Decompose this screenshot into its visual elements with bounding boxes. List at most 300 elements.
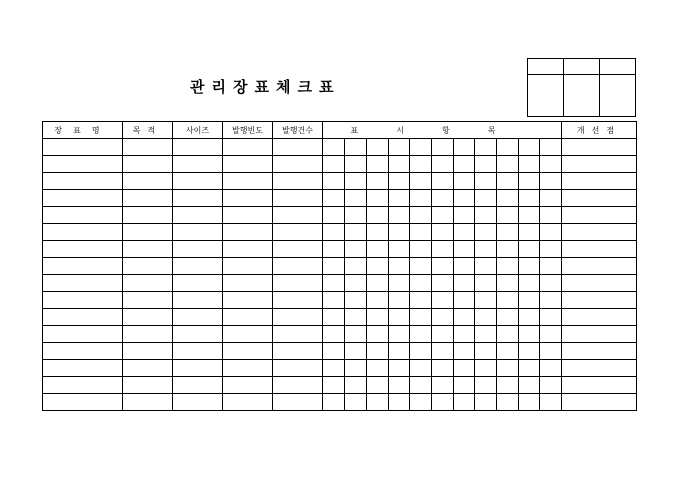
table-row (43, 207, 637, 224)
table-cell[interactable] (273, 224, 323, 241)
table-cell[interactable] (123, 377, 173, 394)
table-cell[interactable] (173, 190, 223, 207)
table-cell[interactable] (540, 309, 562, 326)
table-cell[interactable] (454, 343, 475, 360)
table-cell[interactable] (454, 360, 475, 377)
table-cell[interactable] (367, 394, 389, 411)
table-cell[interactable] (519, 309, 540, 326)
header-purpose: 목적 (123, 122, 173, 139)
table-cell[interactable] (223, 309, 273, 326)
table-cell[interactable] (123, 326, 173, 343)
table-cell[interactable] (540, 258, 562, 275)
table-cell[interactable] (410, 309, 432, 326)
table-cell[interactable] (273, 394, 323, 411)
table-cell[interactable] (367, 139, 389, 156)
table-cell[interactable] (173, 326, 223, 343)
table-cell[interactable] (454, 207, 475, 224)
table-cell[interactable] (475, 394, 497, 411)
table-cell[interactable] (223, 156, 273, 173)
table-cell[interactable] (475, 258, 497, 275)
table-cell[interactable] (323, 394, 345, 411)
table-cell[interactable] (345, 275, 367, 292)
table-cell[interactable] (273, 326, 323, 343)
table-cell[interactable] (173, 343, 223, 360)
table-cell[interactable] (173, 360, 223, 377)
table-cell[interactable] (410, 377, 432, 394)
table-cell[interactable] (410, 326, 432, 343)
table-cell[interactable] (345, 343, 367, 360)
table-cell[interactable] (123, 394, 173, 411)
table-cell[interactable] (323, 258, 345, 275)
table-cell[interactable] (519, 207, 540, 224)
table-cell[interactable] (519, 241, 540, 258)
table-cell[interactable] (497, 139, 519, 156)
table-cell[interactable] (367, 326, 389, 343)
table-cell[interactable] (454, 258, 475, 275)
table-cell[interactable] (43, 173, 123, 190)
table-cell[interactable] (345, 292, 367, 309)
table-cell[interactable] (497, 309, 519, 326)
table-cell[interactable] (273, 258, 323, 275)
table-cell[interactable] (410, 224, 432, 241)
table-cell[interactable] (123, 292, 173, 309)
table-cell[interactable] (273, 309, 323, 326)
table-cell[interactable] (454, 394, 475, 411)
table-cell[interactable] (223, 173, 273, 190)
table-cell[interactable] (323, 156, 345, 173)
table-cell[interactable] (123, 275, 173, 292)
table-cell[interactable] (389, 394, 410, 411)
table-cell[interactable] (273, 190, 323, 207)
table-cell[interactable] (475, 377, 497, 394)
table-cell[interactable] (410, 275, 432, 292)
table-cell[interactable] (223, 343, 273, 360)
table-cell[interactable] (173, 275, 223, 292)
table-cell[interactable] (540, 190, 562, 207)
table-row (43, 224, 637, 241)
table-row (43, 292, 637, 309)
table-cell[interactable] (410, 258, 432, 275)
table-cell[interactable] (454, 309, 475, 326)
table-cell[interactable] (345, 156, 367, 173)
table-cell[interactable] (123, 258, 173, 275)
table-cell[interactable] (475, 156, 497, 173)
table-cell[interactable] (454, 139, 475, 156)
table-cell[interactable] (432, 309, 454, 326)
table-cell[interactable] (540, 377, 562, 394)
table-cell[interactable] (223, 275, 273, 292)
table-cell[interactable] (562, 190, 637, 207)
table-cell[interactable] (562, 360, 637, 377)
table-cell[interactable] (410, 190, 432, 207)
table-cell[interactable] (497, 377, 519, 394)
table-cell[interactable] (323, 360, 345, 377)
table-cell[interactable] (410, 292, 432, 309)
table-cell[interactable] (497, 343, 519, 360)
table-cell[interactable] (173, 207, 223, 224)
table-cell[interactable] (389, 156, 410, 173)
table-cell[interactable] (475, 275, 497, 292)
table-cell[interactable] (223, 292, 273, 309)
table-cell[interactable] (562, 275, 637, 292)
table-row (43, 394, 637, 411)
table-cell[interactable] (367, 258, 389, 275)
table-cell[interactable] (123, 343, 173, 360)
table-cell[interactable] (519, 377, 540, 394)
table-cell[interactable] (540, 156, 562, 173)
table-cell[interactable] (432, 156, 454, 173)
table-cell[interactable] (43, 292, 123, 309)
table-cell[interactable] (562, 258, 637, 275)
table-cell[interactable] (345, 173, 367, 190)
table-cell[interactable] (540, 292, 562, 309)
table-cell[interactable] (519, 258, 540, 275)
table-cell[interactable] (367, 224, 389, 241)
table-cell[interactable] (497, 360, 519, 377)
table-cell[interactable] (123, 139, 173, 156)
table-cell[interactable] (123, 360, 173, 377)
table-cell[interactable] (173, 292, 223, 309)
table-cell[interactable] (410, 360, 432, 377)
table-cell[interactable] (519, 156, 540, 173)
table-row (43, 241, 637, 258)
approval-header-cell (600, 59, 636, 75)
table-cell[interactable] (367, 190, 389, 207)
table-cell[interactable] (323, 207, 345, 224)
table-cell[interactable] (475, 224, 497, 241)
table-cell[interactable] (367, 360, 389, 377)
table-cell[interactable] (497, 326, 519, 343)
table-cell[interactable] (123, 173, 173, 190)
table-cell[interactable] (273, 139, 323, 156)
table-cell[interactable] (497, 275, 519, 292)
table-cell[interactable] (475, 326, 497, 343)
table-cell[interactable] (475, 241, 497, 258)
table-cell[interactable] (323, 173, 345, 190)
table-cell[interactable] (519, 190, 540, 207)
table-cell[interactable] (475, 292, 497, 309)
table-cell[interactable] (389, 275, 410, 292)
table-cell[interactable] (43, 156, 123, 173)
approval-sign-cell[interactable] (528, 75, 564, 117)
table-cell[interactable] (273, 292, 323, 309)
table-cell[interactable] (432, 241, 454, 258)
table-body (43, 139, 637, 411)
table-cell[interactable] (323, 224, 345, 241)
table-cell[interactable] (345, 326, 367, 343)
table-cell[interactable] (223, 360, 273, 377)
table-cell[interactable] (389, 360, 410, 377)
table-cell[interactable] (223, 326, 273, 343)
table-cell[interactable] (273, 241, 323, 258)
table-cell[interactable] (562, 292, 637, 309)
header-items: 표시항목 (323, 122, 562, 139)
table-cell[interactable] (562, 343, 637, 360)
table-cell[interactable] (273, 360, 323, 377)
table-cell[interactable] (345, 139, 367, 156)
table-cell[interactable] (475, 309, 497, 326)
table-cell[interactable] (173, 173, 223, 190)
table-cell[interactable] (173, 156, 223, 173)
table-cell[interactable] (367, 292, 389, 309)
table-cell[interactable] (123, 309, 173, 326)
table-cell[interactable] (432, 326, 454, 343)
table-cell[interactable] (173, 394, 223, 411)
table-cell[interactable] (273, 156, 323, 173)
table-cell[interactable] (562, 173, 637, 190)
table-cell[interactable] (475, 207, 497, 224)
table-cell[interactable] (223, 139, 273, 156)
table-row (43, 377, 637, 394)
table-cell[interactable] (497, 394, 519, 411)
table-cell[interactable] (345, 207, 367, 224)
table-cell[interactable] (345, 241, 367, 258)
table-cell[interactable] (540, 207, 562, 224)
table-cell[interactable] (519, 224, 540, 241)
table-cell[interactable] (223, 377, 273, 394)
table-cell[interactable] (223, 241, 273, 258)
table-cell[interactable] (123, 224, 173, 241)
table-cell[interactable] (43, 275, 123, 292)
table-cell[interactable] (410, 241, 432, 258)
table-cell[interactable] (432, 292, 454, 309)
table-cell[interactable] (519, 360, 540, 377)
table-cell[interactable] (540, 139, 562, 156)
table-cell[interactable] (410, 173, 432, 190)
table-cell[interactable] (273, 207, 323, 224)
table-cell[interactable] (389, 207, 410, 224)
table-cell[interactable] (389, 258, 410, 275)
table-cell[interactable] (562, 394, 637, 411)
table-cell[interactable] (432, 377, 454, 394)
table-cell[interactable] (497, 207, 519, 224)
table-cell[interactable] (323, 326, 345, 343)
table-cell[interactable] (123, 156, 173, 173)
table-cell[interactable] (432, 190, 454, 207)
table-cell[interactable] (410, 394, 432, 411)
table-cell[interactable] (454, 326, 475, 343)
table-cell[interactable] (562, 224, 637, 241)
table-cell[interactable] (540, 173, 562, 190)
table-cell[interactable] (323, 275, 345, 292)
table-cell[interactable] (432, 343, 454, 360)
table-cell[interactable] (345, 394, 367, 411)
table-cell[interactable] (454, 190, 475, 207)
table-cell[interactable] (43, 309, 123, 326)
table-cell[interactable] (273, 173, 323, 190)
approval-sign-cell[interactable] (600, 75, 636, 117)
table-cell[interactable] (323, 241, 345, 258)
table-cell[interactable] (454, 377, 475, 394)
table-cell[interactable] (345, 360, 367, 377)
table-cell[interactable] (454, 241, 475, 258)
table-cell[interactable] (540, 241, 562, 258)
table-cell[interactable] (497, 173, 519, 190)
table-cell[interactable] (432, 360, 454, 377)
table-cell[interactable] (43, 190, 123, 207)
table-cell[interactable] (43, 343, 123, 360)
table-cell[interactable] (519, 343, 540, 360)
table-cell[interactable] (173, 258, 223, 275)
table-cell[interactable] (273, 275, 323, 292)
table-cell[interactable] (410, 139, 432, 156)
table-cell[interactable] (223, 394, 273, 411)
table-cell[interactable] (432, 173, 454, 190)
table-cell[interactable] (43, 258, 123, 275)
table-cell[interactable] (323, 343, 345, 360)
table-cell[interactable] (519, 139, 540, 156)
table-row (43, 173, 637, 190)
table-cell[interactable] (323, 377, 345, 394)
table-cell[interactable] (273, 343, 323, 360)
table-cell[interactable] (43, 377, 123, 394)
table-cell[interactable] (432, 139, 454, 156)
table-cell[interactable] (562, 139, 637, 156)
table-cell[interactable] (223, 258, 273, 275)
table-cell[interactable] (43, 326, 123, 343)
table-cell[interactable] (43, 394, 123, 411)
table-cell[interactable] (432, 224, 454, 241)
table-cell[interactable] (475, 173, 497, 190)
table-cell[interactable] (43, 241, 123, 258)
approval-stamp-box (527, 58, 636, 117)
table-cell[interactable] (323, 139, 345, 156)
table-row (43, 275, 637, 292)
approval-header-cell (528, 59, 564, 75)
table-cell[interactable] (540, 326, 562, 343)
table-cell[interactable] (540, 224, 562, 241)
header-improvement: 개선점 (562, 122, 637, 139)
table-cell[interactable] (454, 156, 475, 173)
table-cell[interactable] (410, 156, 432, 173)
table-cell[interactable] (173, 309, 223, 326)
table-cell[interactable] (519, 275, 540, 292)
table-cell[interactable] (540, 275, 562, 292)
table-cell[interactable] (223, 207, 273, 224)
table-cell[interactable] (497, 241, 519, 258)
table-cell[interactable] (454, 292, 475, 309)
table-cell[interactable] (273, 377, 323, 394)
table-row (43, 343, 637, 360)
table-cell[interactable] (389, 309, 410, 326)
table-cell[interactable] (367, 241, 389, 258)
table-cell[interactable] (367, 343, 389, 360)
table-cell[interactable] (367, 309, 389, 326)
table-cell[interactable] (43, 360, 123, 377)
table-cell[interactable] (345, 190, 367, 207)
table-row (43, 139, 637, 156)
table-cell[interactable] (432, 258, 454, 275)
table-cell[interactable] (475, 190, 497, 207)
table-cell[interactable] (367, 173, 389, 190)
table-cell[interactable] (540, 394, 562, 411)
table-cell[interactable] (345, 309, 367, 326)
table-cell[interactable] (345, 377, 367, 394)
table-cell[interactable] (497, 190, 519, 207)
table-cell[interactable] (367, 275, 389, 292)
table-cell[interactable] (43, 139, 123, 156)
table-cell[interactable] (519, 326, 540, 343)
table-cell[interactable] (410, 343, 432, 360)
table-cell[interactable] (562, 156, 637, 173)
table-row (43, 190, 637, 207)
table-cell[interactable] (562, 241, 637, 258)
approval-sign-cell[interactable] (564, 75, 600, 117)
table-cell[interactable] (389, 224, 410, 241)
table-cell[interactable] (497, 224, 519, 241)
table-cell[interactable] (519, 173, 540, 190)
table-cell[interactable] (497, 292, 519, 309)
table-cell[interactable] (389, 173, 410, 190)
table-cell[interactable] (540, 343, 562, 360)
table-cell[interactable] (367, 156, 389, 173)
table-cell[interactable] (454, 224, 475, 241)
header-name: 장표명 (43, 122, 123, 139)
header-count: 발행건수 (273, 122, 323, 139)
table-cell[interactable] (173, 224, 223, 241)
table-cell[interactable] (323, 292, 345, 309)
table-cell[interactable] (173, 241, 223, 258)
table-cell[interactable] (410, 207, 432, 224)
table-cell[interactable] (475, 139, 497, 156)
table-cell[interactable] (389, 377, 410, 394)
approval-header-cell (564, 59, 600, 75)
table-cell[interactable] (43, 224, 123, 241)
table-cell[interactable] (389, 190, 410, 207)
table-cell[interactable] (519, 394, 540, 411)
table-cell[interactable] (432, 207, 454, 224)
table-cell[interactable] (345, 224, 367, 241)
table-cell[interactable] (389, 343, 410, 360)
table-cell[interactable] (562, 309, 637, 326)
table-cell[interactable] (367, 207, 389, 224)
table-cell[interactable] (454, 173, 475, 190)
table-cell[interactable] (323, 190, 345, 207)
table-cell[interactable] (497, 258, 519, 275)
table-cell[interactable] (389, 139, 410, 156)
table-row (43, 360, 637, 377)
table-cell[interactable] (123, 241, 173, 258)
table-cell[interactable] (223, 224, 273, 241)
table-cell[interactable] (223, 190, 273, 207)
table-cell[interactable] (562, 377, 637, 394)
table-cell[interactable] (123, 190, 173, 207)
table-cell[interactable] (540, 360, 562, 377)
table-cell[interactable] (475, 343, 497, 360)
table-cell[interactable] (562, 326, 637, 343)
table-cell[interactable] (389, 241, 410, 258)
table-cell[interactable] (519, 292, 540, 309)
table-cell[interactable] (173, 377, 223, 394)
table-cell[interactable] (497, 156, 519, 173)
table-cell[interactable] (475, 360, 497, 377)
table-cell[interactable] (432, 275, 454, 292)
table-cell[interactable] (323, 309, 345, 326)
header-frequency: 발행빈도 (223, 122, 273, 139)
table-cell[interactable] (454, 275, 475, 292)
table-cell[interactable] (432, 394, 454, 411)
form-title: 관리장표체크표 (190, 78, 341, 96)
table-cell[interactable] (367, 377, 389, 394)
table-cell[interactable] (345, 258, 367, 275)
table-cell[interactable] (43, 207, 123, 224)
table-cell[interactable] (389, 292, 410, 309)
table-row (43, 258, 637, 275)
table-cell[interactable] (123, 207, 173, 224)
table-cell[interactable] (389, 326, 410, 343)
table-cell[interactable] (173, 139, 223, 156)
table-cell[interactable] (562, 207, 637, 224)
